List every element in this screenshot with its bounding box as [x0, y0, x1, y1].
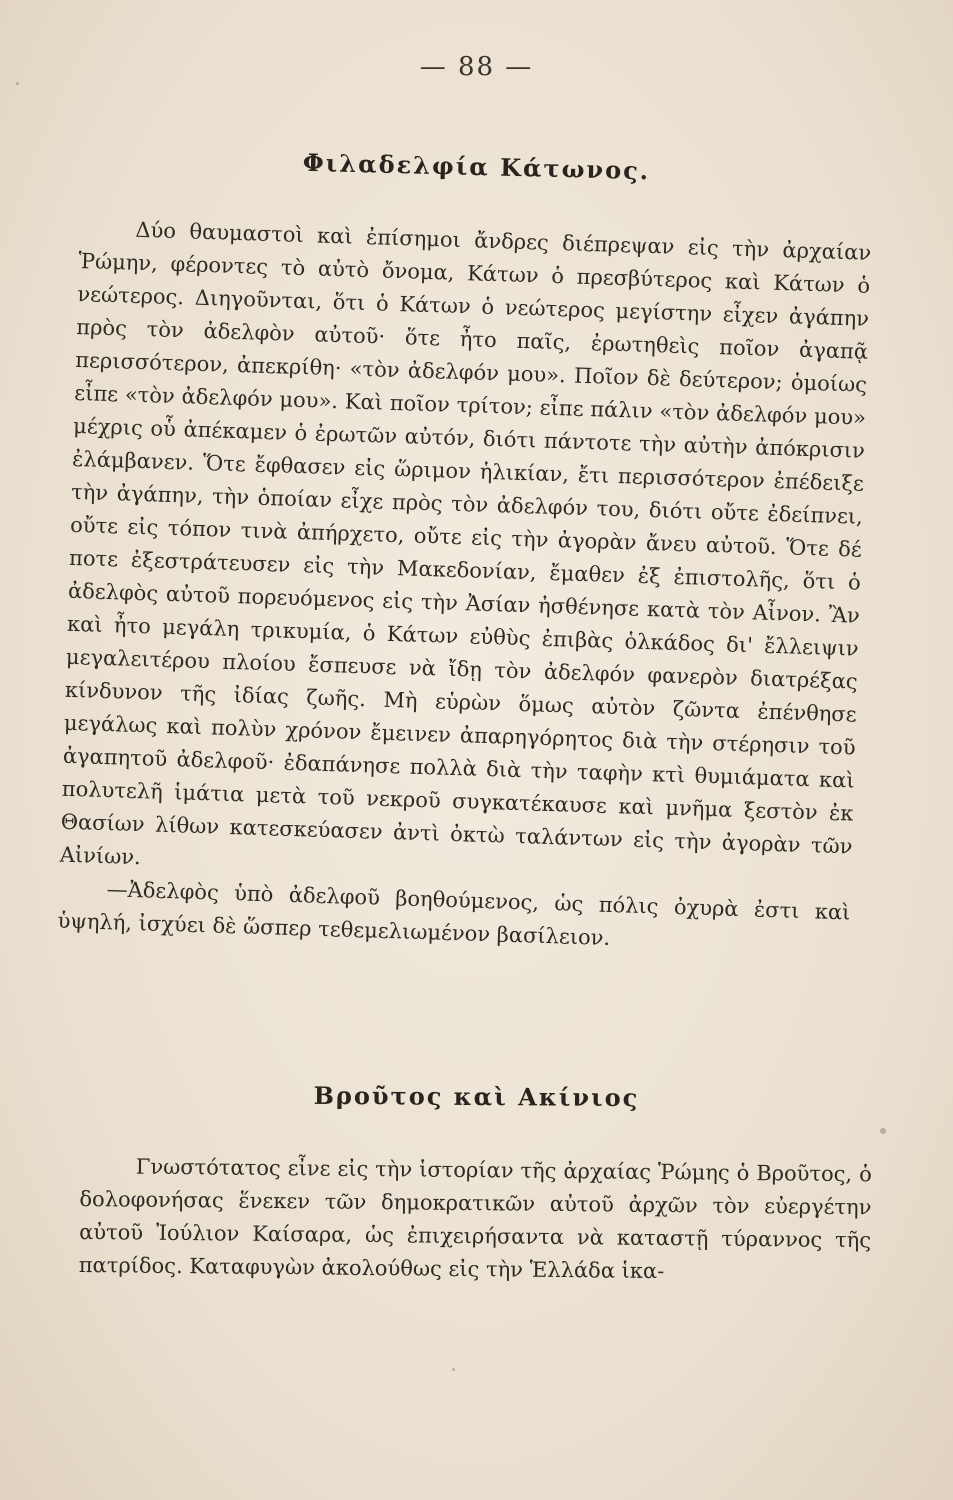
paragraph-cato-story: Δύο θαυμαστοὶ καὶ ἐπίσημοι ἄνδρες διέπρεψαν εἰς τὴν ἀρχαίαν Ῥώμην, φέροντες τὸ αὐτὸ ὄνομα, Κάτων ὁ πρεσβύτερος καὶ Κάτων ὁ νεώτερος. Διηγοῦνται, ὅτι ὁ Κάτων ὁ νεώτερος μεγίστην εἶχεν ἀγάπην πρὸς τὸν ἀδελφὸν αὐτοῦ· ὅτε ἦτο παῖς, ἐρωτηθεὶς ποῖον ἀγαπᾷ περισσότερον, ἀπεκρίθη· «τὸν ἀδελφόν μου». Ποῖον δὲ δεύτερον; ὁμοίως εἶπε «τὸν ἀδελφόν μου». Καὶ ποῖον τρίτον; εἶπε πάλιν «τὸν ἀδελφόν μου» μέχρις οὗ ἀπέκαμεν ὁ ἐρωτῶν αὐτόν, διότι πάντοτε τὴν αὐτὴν ἀπόκρισιν ἐλάμβανεν. Ὅτε ἔφθασεν εἰς ὥριμον ἡλικίαν, ἔτι περισσότερον ἐπέδειξε τὴν ἀγάπην, τὴν ὁποίαν εἶχε πρὸς τὸν ἀδελφόν του, διότι οὔτε ἐδείπνει, οὔτε εἰς τόπον τινὰ ἀπήρχετο, οὔτε εἰς τὴν ἀγορὰν ἄνευ αὐτοῦ. Ὅτε δέ ποτε ἐξεστράτευσεν εἰς τὴν Μακεδονίαν, ἔμαθεν ἐξ ἐπιστολῆς, ὅτι ὁ ἀδελφὸς αὐτοῦ πορευόμενος εἰς τὴν Ἀσίαν ἠσθένησε κατὰ τὸν Αἶνον. Ἂν καὶ ἦτο μεγάλη τρικυμία, ὁ Κάτων εὐθὺς ἐπιβὰς ὁλκάδος δι' ἔλλειψιν μεγαλειτέρου πλοίου ἔσπευσε νὰ ἴδῃ τὸν ἀδελφόν φανερὸν διατρέξας κίνδυνον τῆς ἰδίας ζωῆς. Μὴ εὑρὼν ὅμως αὐτὸν ζῶντα ἐπένθησε μεγάλως καὶ πολὺν χρόνον ἔμεινεν ἀπαρηγόρητος διὰ τὴν στέρησιν τοῦ ἀγαπητοῦ ἀδελφοῦ· ἐδαπάνησε πολλὰ διὰ τὴν ταφὴν κτὶ θυμιάματα καὶ πολυτελῆ ἱμάτια μετὰ τοῦ νεκροῦ συγκατέκαυσε καὶ μνῆμα ξεστὸν ἐκ Θασίων λίθων κατεσκεύασεν ἀντὶ ὀκτὼ ταλάντων εἰς τὴν ἀγορὰν τῶν Αἰνίων.: [59, 217, 872, 870]
paper-speck: [452, 1368, 455, 1371]
section-body-brutus: [79, 1150, 872, 1290]
paragraph-cato-maxim: —Ἀδελφὸς ὑπὸ ἀδελφοῦ βοηθούμενος, ὡς πόλις ὀχυρὰ ἐστι καὶ ὑψηλή, ἰσχύει δὲ ὥσπερ τεθεμελιωμένον βασίλειον.: [57, 877, 851, 951]
paper-speck: [16, 82, 19, 85]
paper-speck: [880, 1128, 886, 1134]
section-body-cato: [57, 212, 871, 963]
page-number: — 88 —: [419, 52, 534, 82]
section-title-cato: Φιλαδελφία Κάτωνος.: [302, 147, 651, 186]
paragraph-brutus-story: Γνωστότατος εἶνε εἰς τὴν ἱστορίαν τῆς ἀρχαίας Ῥώμης ὁ Βροῦτος, ὁ δολοφονήσας ἕνεκεν τῶν δημοκρατικῶν αὐτοῦ ἀρχῶν τὸν εὐεργέτην αὐτοῦ Ἰούλιον Καίσαρα, ὡς ἐπιχειρήσαντα νὰ καταστῇ τύραννος τῆς πατρίδος. Καταφυγὼν ἀκολούθως εἰς τὴν Ἑλλάδα ἱκα-: [78, 1154, 872, 1284]
section-title-brutus: Βροῦτος καὶ Ακίνιος: [313, 1080, 640, 1113]
